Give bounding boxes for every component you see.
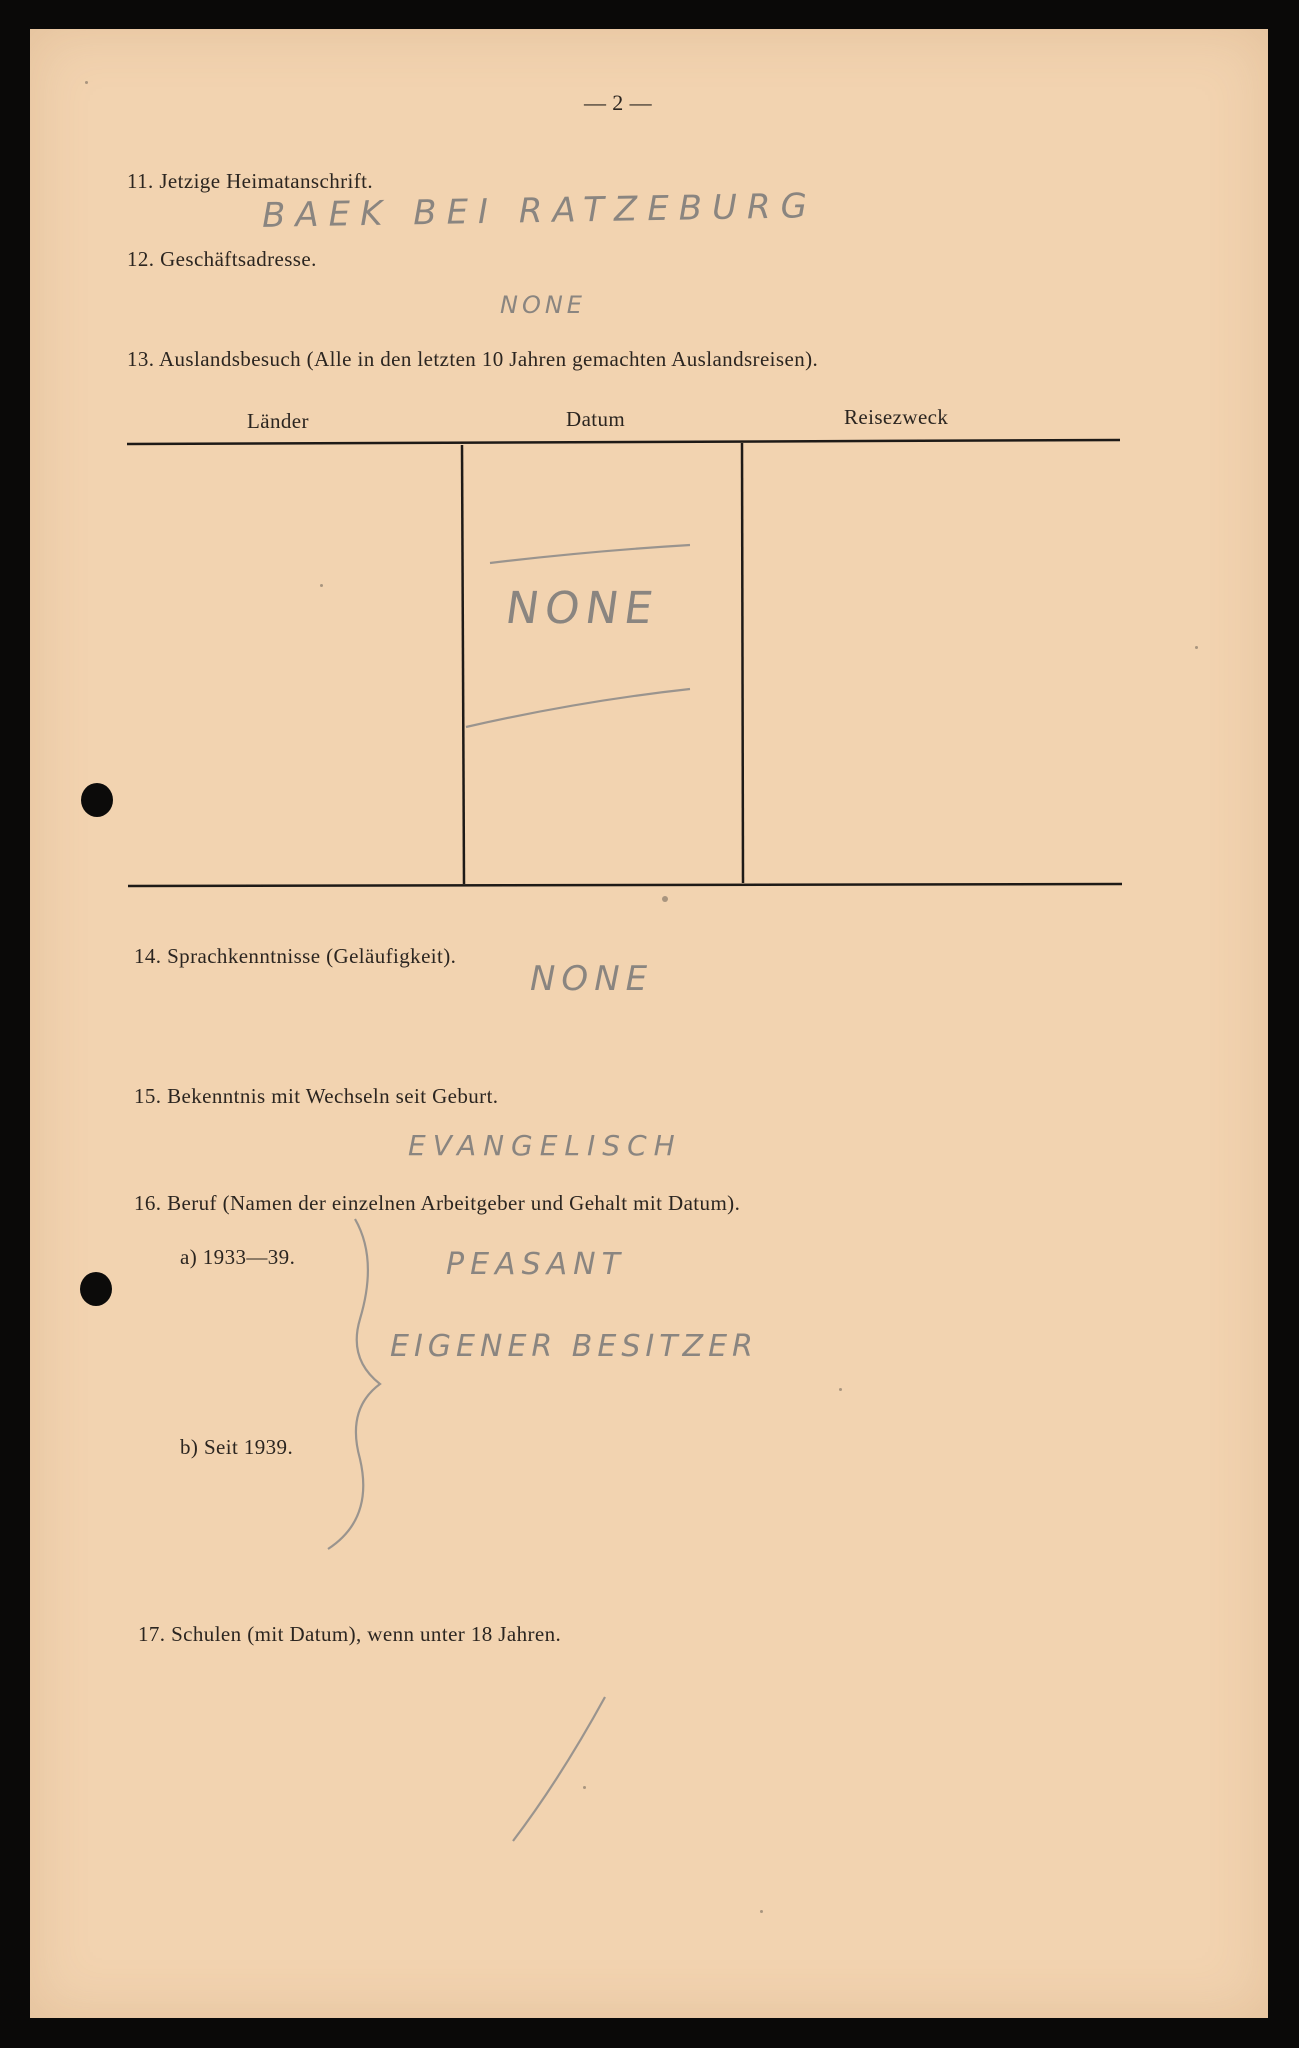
q15-answer: EVANGELISCH bbox=[408, 1129, 682, 1162]
q16-a-label: a) 1933—39. bbox=[180, 1245, 296, 1269]
pencil-brace bbox=[328, 1219, 380, 1549]
q13-col-reisezweck: Reisezweck bbox=[844, 405, 949, 429]
pencil-stroke-lower bbox=[466, 689, 690, 727]
q16-answer-line1: PEASANT bbox=[446, 1247, 626, 1282]
page-number: — 2 — bbox=[584, 90, 652, 115]
q16-label: 16. Beruf (Namen der einzelnen Arbeitgeber und Gehalt mit Datum). bbox=[134, 1191, 741, 1215]
pencil-stroke-upper bbox=[490, 545, 690, 563]
table-divider-1 bbox=[462, 445, 464, 884]
q16-answer-line2: EIGENER BESITZER bbox=[390, 1329, 758, 1364]
table-top-rule bbox=[127, 440, 1120, 444]
speck bbox=[320, 584, 323, 587]
form-sheet bbox=[30, 29, 1268, 2018]
q15-label: 15. Bekenntnis mit Wechseln seit Geburt. bbox=[134, 1084, 499, 1108]
speck bbox=[583, 1786, 586, 1789]
q14-answer: NONE bbox=[530, 959, 654, 999]
pencil-slash bbox=[513, 1697, 605, 1841]
q16-b-label: b) Seit 1939. bbox=[180, 1435, 294, 1459]
q17-label: 17. Schulen (mit Datum), wenn unter 18 Jahren. bbox=[138, 1622, 562, 1646]
form-rules bbox=[30, 29, 1268, 2018]
q14-label: 14. Sprachkenntnisse (Geläufigkeit). bbox=[134, 944, 457, 968]
q13-col-laender: Länder bbox=[247, 409, 309, 433]
q12-label: 12. Geschäftsadresse. bbox=[127, 247, 317, 271]
q11-answer: BAEK BEI RATZEBURG bbox=[261, 186, 818, 236]
q13-label: 13. Auslandsbesuch (Alle in den letzten 10 Jahren gemachten Auslandsreisen). bbox=[127, 347, 819, 371]
speck bbox=[760, 1910, 763, 1913]
speck bbox=[662, 896, 668, 902]
q11-label: 11. Jetzige Heimatanschrift. bbox=[127, 169, 374, 193]
speck bbox=[1195, 646, 1198, 649]
table-divider-2 bbox=[742, 443, 743, 883]
q13-col-datum: Datum bbox=[566, 407, 626, 431]
speck bbox=[85, 81, 88, 84]
punch-hole-upper bbox=[81, 783, 113, 817]
speck bbox=[839, 1388, 842, 1391]
table-bottom-rule bbox=[128, 884, 1122, 886]
punch-hole-lower bbox=[80, 1272, 112, 1306]
q13-answer: NONE bbox=[502, 583, 662, 634]
q12-answer: NONE bbox=[500, 291, 586, 319]
